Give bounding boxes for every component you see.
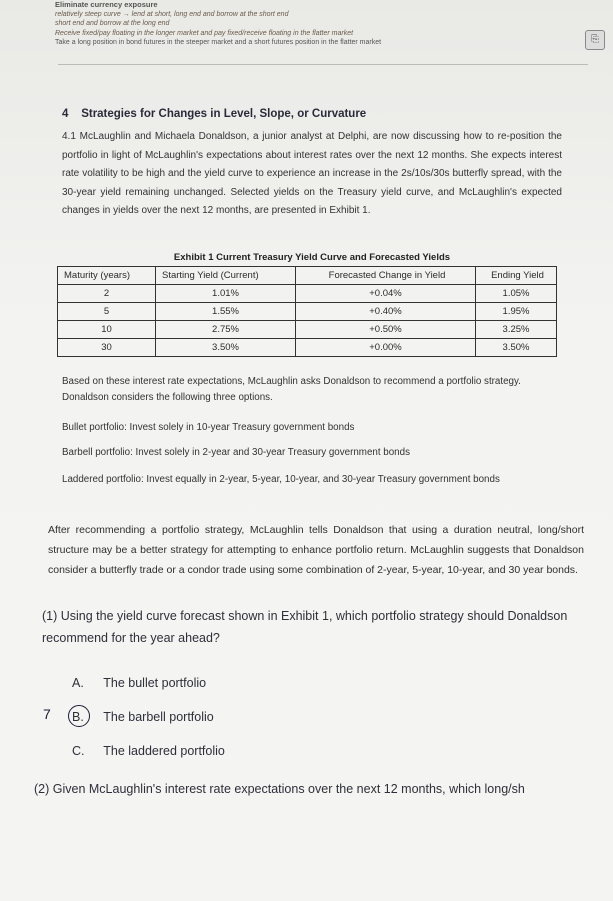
table-row [58,321,557,339]
exhibit-title: Exhibit 1 Current Treasury Yield Curve and Forecasted Yields [173,252,451,263]
header-ending-yield: Ending Yield [476,267,557,285]
intro-paragraph: 4.1 McLaughlin and Michaela Donaldson, a junior analyst at Delphi, are now discussing how to re-position the portfolio in light of McLaughlin's expectations about interest rates over the next 12 months. She expects interest rate volatility to be high and the yield curve to experience an increase in the 2s/10s/30s butterfly spread, with the 30-year yield remaining unchanged. Selected yields on the Treasury yield curve, and McLaughlin's expected changes in yields over the next 12 months, are presented in Exhibit 1. [62,131,562,216]
previous-page-notes [55,0,595,62]
table-cell: +0.40% [296,303,476,321]
option-laddered: Laddered portfolio: Invest equally in 2-year, 5-year, 10-year, and 30-year Treasury government bonds [62,474,500,485]
yield-table [57,266,557,357]
recommend-paragraph: After recommending a portfolio strategy, McLaughlin tells Donaldson that using a duration neutral, long/short structure may be a better strategy for attempting to enhance portfolio return. McLaughlin suggests that Donaldson consider a butterfly trade or a condor trade using some combination of 2-year, 5-year, 10-year, and 30 year bonds. [48,524,584,576]
page-corner-icon: ⎘ [585,30,605,50]
choice-text: The laddered portfolio [103,744,225,758]
choice-letter: B. [72,710,84,724]
table-cell: +0.04% [296,285,476,303]
choice-a[interactable] [72,676,206,690]
section-title: Strategies for Changes in Level, Slope, or Curvature [81,108,367,120]
table-cell: 30 [58,339,156,357]
option-barbell: Barbell portfolio: Invest solely in 2-year and 30-year Treasury government bonds [62,447,410,458]
notes-line-2: short end and borrow at the long end [55,20,170,27]
header-forecasted-change: Forecasted Change in Yield [296,267,476,285]
table-row [58,339,557,357]
table-row [58,303,557,321]
table-cell: 1.95% [476,303,557,321]
choice-letter: C. [72,744,85,758]
table-header-row [58,267,557,285]
table-cell: 2.75% [156,321,296,339]
choice-c[interactable] [72,744,225,758]
notes-bullet-1: Receive fixed/pay floating in the longer market and pay fixed/receive floating in the flatter market [55,29,354,37]
header-starting-yield: Starting Yield (Current) [156,267,296,285]
table-cell: 5 [58,303,156,321]
header-maturity: Maturity (years) [58,267,156,285]
question-2: (2) Given McLaughlin's interest rate expectations over the next 12 months, which long/sh [34,782,525,796]
table-cell: 3.25% [476,321,557,339]
table-cell: 2 [58,285,156,303]
notes-bullet-2: Take a long position in bond futures in the steeper market and a short futures position in the flatter market [55,39,382,46]
section-number: 4 [62,108,69,120]
notes-title: Eliminate currency exposure [55,0,158,9]
table-cell: +0.50% [296,321,476,339]
table-cell: 10 [58,321,156,339]
question-1: (1) Using the yield curve forecast shown in Exhibit 1, which portfolio strategy should Donaldson recommend for the year ahead? [42,609,568,645]
choice-text: The bullet portfolio [103,676,207,690]
table-row [58,285,557,303]
handwritten-annotation: 7 [43,706,51,722]
notes-line-1: relatively steep curve → lend at short, long end and borrow at the short end [55,10,289,18]
choice-letter: A. [72,676,84,690]
divider [58,64,588,65]
choice-text: The barbell portfolio [103,710,214,724]
table-cell: 3.50% [476,339,557,357]
table-cell: +0.00% [296,339,476,357]
option-bullet: Bullet portfolio: Invest solely in 10-year Treasury government bonds [62,422,355,433]
options-intro: Based on these interest rate expectations, McLaughlin asks Donaldson to recommend a portfolio strategy. Donaldson considers the following three options. [62,376,521,403]
choice-b[interactable] [72,710,214,724]
table-cell: 1.01% [156,285,296,303]
table-cell: 1.05% [476,285,557,303]
table-cell: 1.55% [156,303,296,321]
table-cell: 3.50% [156,339,296,357]
section-heading [62,108,366,120]
